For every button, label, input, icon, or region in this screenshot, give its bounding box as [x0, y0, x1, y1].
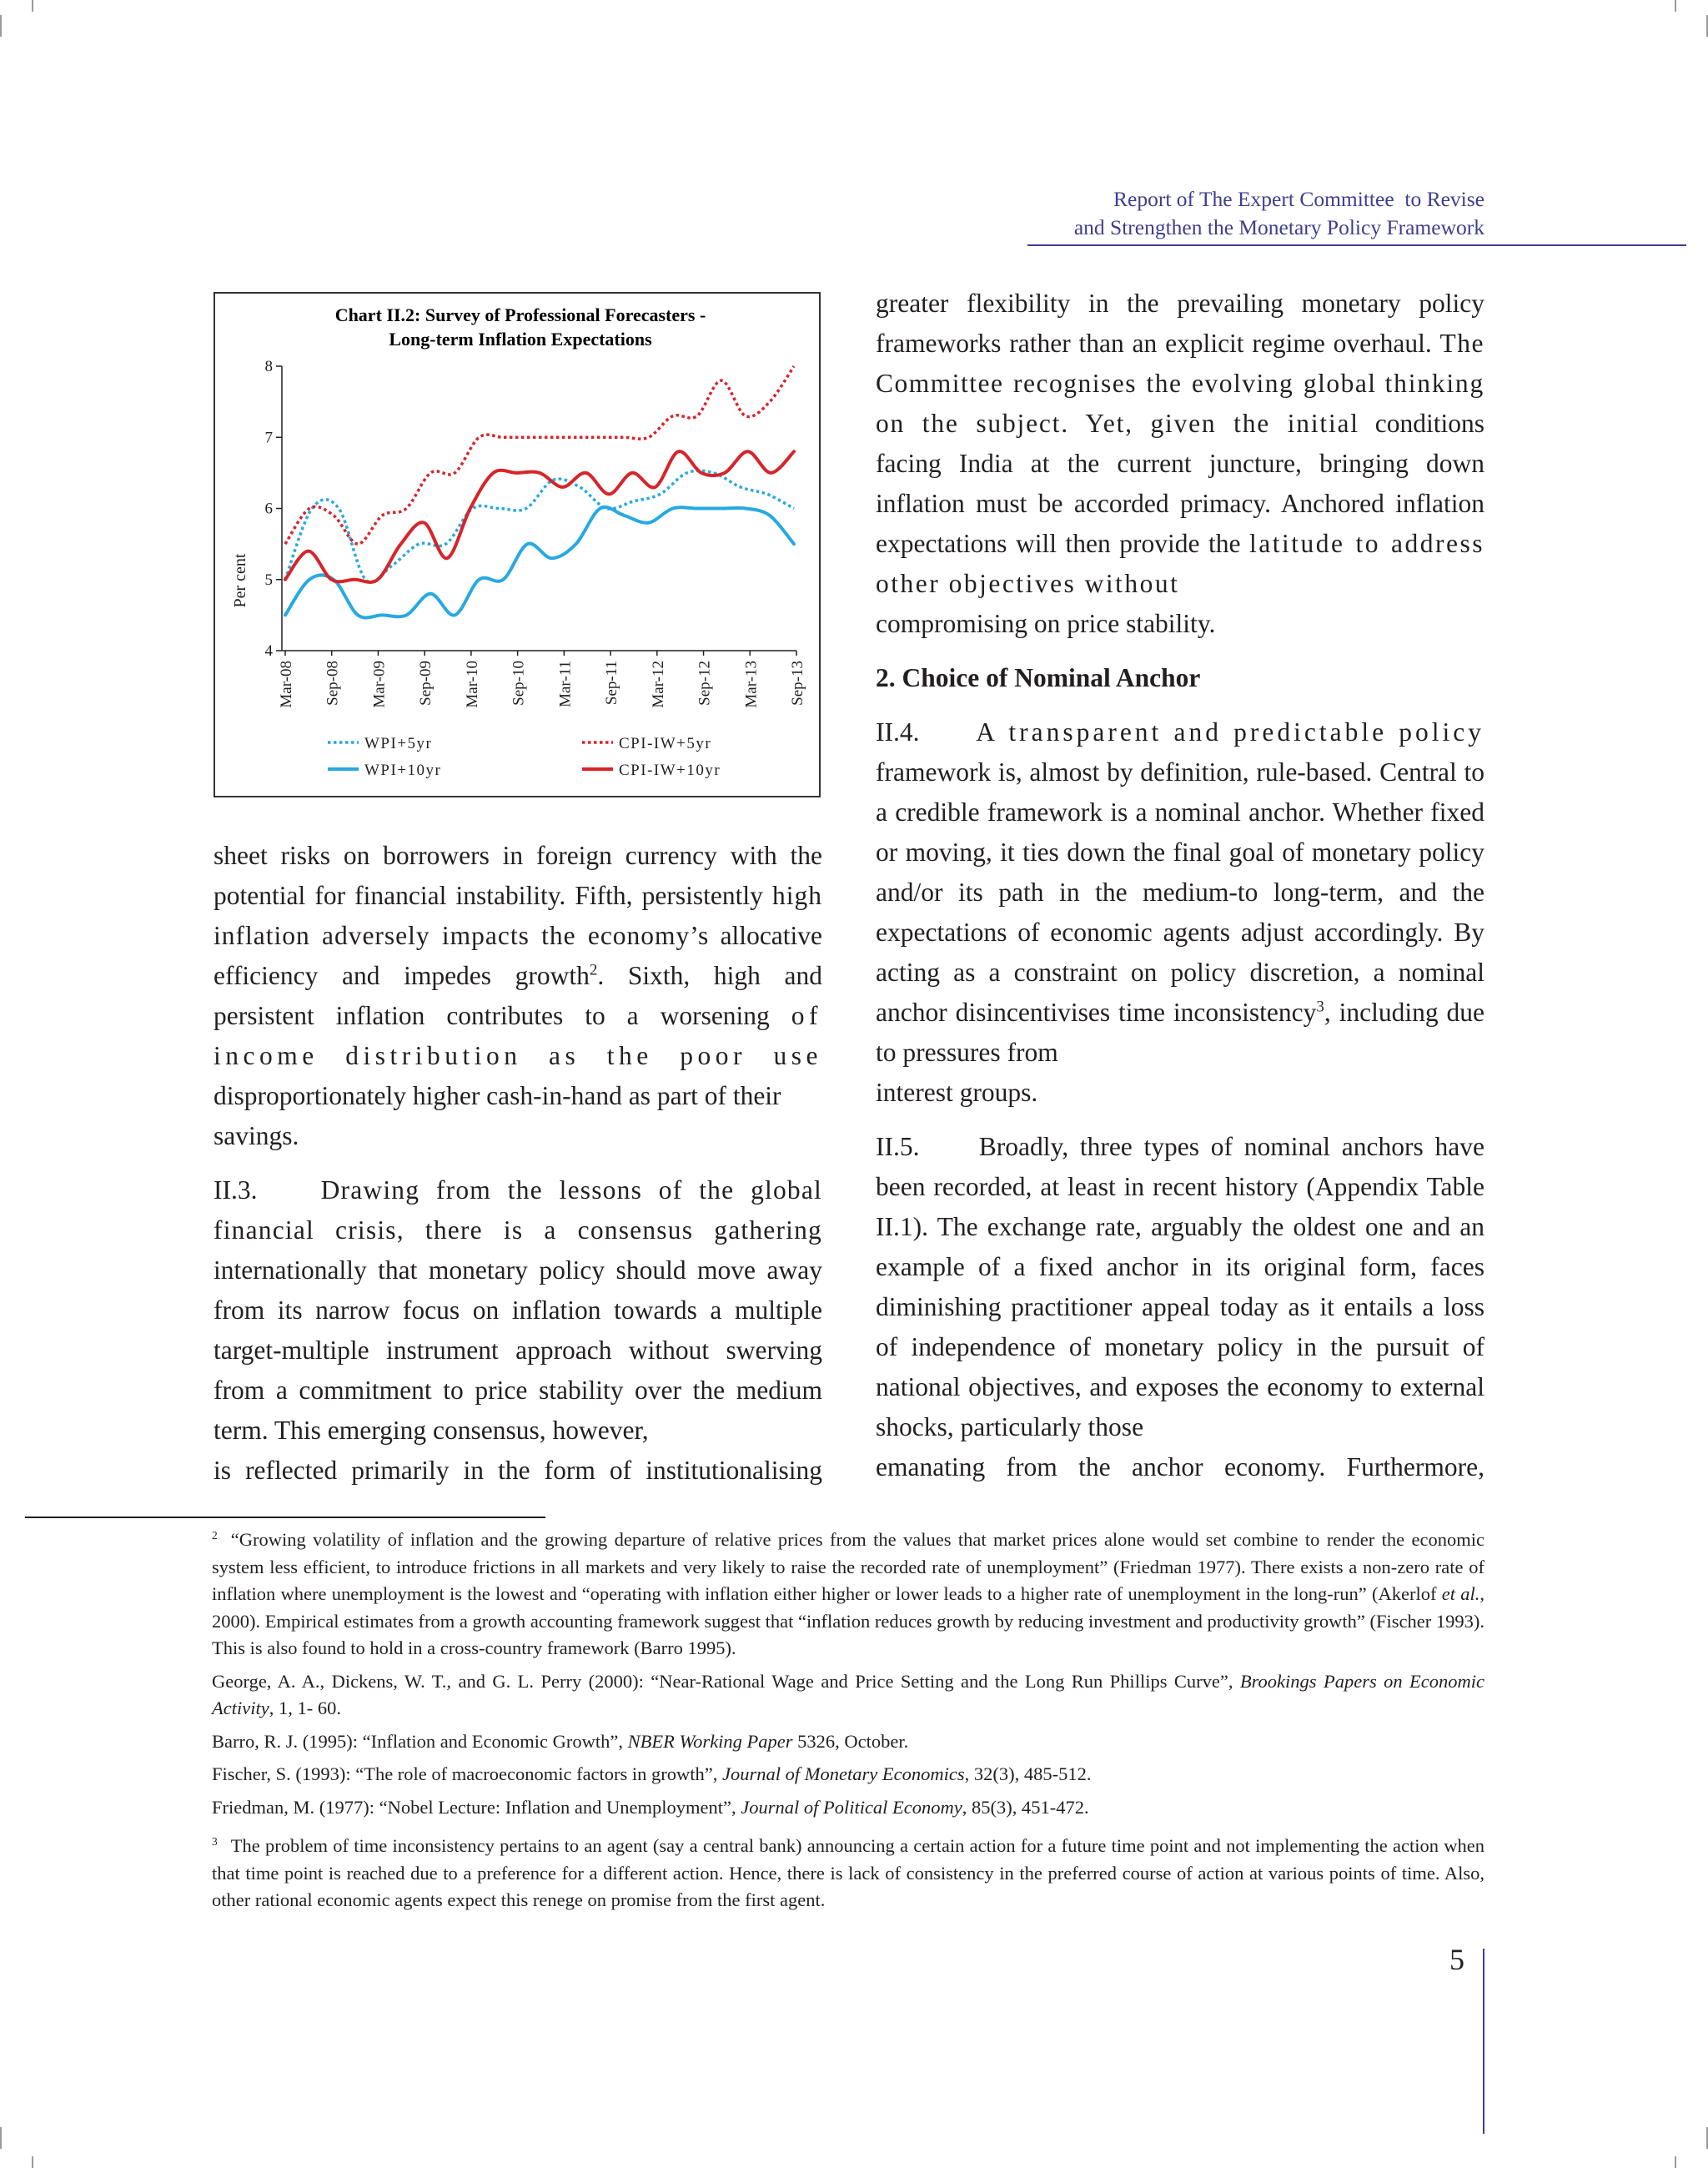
text-line: interest groups. [876, 1078, 1038, 1107]
series-line-wpi-5yr [285, 470, 794, 582]
y-tick-label: 4 [264, 642, 273, 660]
y-tick-label: 6 [264, 500, 273, 518]
paragraph-number: II.3. [214, 1175, 258, 1205]
series-line-cpi-iw-10yr [285, 451, 794, 582]
text-line: economy to external shocks, particularly those [876, 1372, 1485, 1441]
paragraph-ii-4 [876, 712, 1484, 1113]
text-line: away from its narrow focus on inflation towards a [214, 1255, 822, 1325]
text-line: framework is, almost by definition, rule-based. Central [876, 757, 1457, 787]
crop-mark [1675, 0, 1676, 12]
x-tick-label: Mar-08 [278, 661, 295, 708]
text-line: is reflected primarily in the form of institutionalising [214, 1456, 822, 1485]
footnote-3 [212, 1833, 1484, 1914]
text-line: sheet risks on borrowers in foreign currency with the [214, 841, 822, 870]
footnote-mark: 2 [212, 1528, 218, 1542]
chart-title-line-2: Long-term Inflation Expectations [389, 329, 652, 350]
legend-label: CPI-IW+10yr [619, 762, 721, 779]
text-line: compromising on price stability. [876, 609, 1216, 638]
text-line: disproportionately higher cash-in-hand as part of their [214, 1081, 781, 1110]
x-tick-label: Sep-10 [510, 661, 528, 706]
y-axis-label: Per cent [231, 553, 249, 608]
text-line: Broadly, three types of nominal anchors have [978, 1132, 1484, 1161]
text-line: Table II.1). The exchange rate, arguably the oldest one [876, 1172, 1484, 1241]
crop-mark [1675, 2156, 1676, 2168]
text-line: potential for financial instability. Fifth, persistently [214, 881, 763, 910]
text-line: bringing down inflation must be accorded primacy. [876, 449, 1485, 518]
text-line: The Committee recognises the evolving global [876, 329, 1484, 398]
text-line: greater flexibility in the prevailing monetary policy [876, 289, 1484, 318]
footnote-rule [25, 1517, 545, 1518]
footnote-text: “Growing volatility of inflation and the growing departure of relative prices from the values that market prices alone would set combine to render the economic system less efficient, to introduce frictions in all markets and very likely to raise the recorded rate of unemployment” (Friedman 1977). There exists a non-zero rate of inflation where unemployment is the lowest and “operating with inflation either higher or lower leads to a higher rate of unemployment in the long-run” (Akerlof [212, 1529, 1484, 1604]
chart-title-line-1: Chart II.2: Survey of Professional Forecasters - [334, 304, 706, 325]
text-line: allocative efficiency and impedes growth [214, 921, 823, 990]
text-line: policy and/or its path in the medium-to long-term, [876, 838, 1485, 907]
footnote-ref-2[interactable]: 2 [589, 961, 598, 979]
text-line: latitude to address other objectives without [876, 529, 1485, 598]
footnotes [212, 1527, 1484, 1914]
text-line: to a credible framework is a nominal anchor. Whether [876, 757, 1484, 827]
text-line: fixed or moving, it ties down the final goal of monetary [876, 797, 1484, 867]
text-line: conditions facing India at the current juncture, [876, 409, 1484, 478]
legend-label: WPI+10yr [364, 762, 442, 779]
footnote-italic: et al. [1441, 1583, 1480, 1604]
crop-mark [32, 0, 33, 12]
paragraph-number: II.5. [876, 1132, 920, 1161]
reference-text: George, A. A., Dickens, W. T., and G. L. Perry (2000): “Near-Rational Wage and Price Setting and the Long Run Phillips Curve”, [212, 1670, 1240, 1692]
text-line: savings. [214, 1121, 299, 1150]
reference-barro [212, 1728, 1484, 1756]
text-line: the medium term. This emerging consensus, however, [214, 1376, 822, 1445]
chart-container [214, 292, 821, 797]
text-line: Anchored inflation expectations will then provide the [876, 489, 1485, 558]
series-line-wpi-10yr [285, 507, 794, 618]
footnote-2 [212, 1527, 1484, 1662]
text-line: and an example of a fixed anchor in its original form, [876, 1212, 1485, 1281]
reference-george [212, 1668, 1484, 1723]
header-line-1: Report of The Expert Committee to Revise [1113, 187, 1484, 211]
footnote-mark: 3 [212, 1834, 218, 1848]
reference-text: , 85(3), 451-472. [962, 1796, 1089, 1818]
legend-label: WPI+5yr [364, 735, 433, 752]
text-line: and persistent inflation contributes to a worsening [214, 961, 822, 1030]
text-line: , including due to pressures from [876, 998, 1485, 1067]
paragraph-number: II.4. [876, 717, 920, 747]
page-number-rule [1483, 1949, 1484, 2134]
x-tick-label: Sep-11 [603, 661, 621, 706]
y-tick-label: 5 [264, 571, 273, 589]
x-tick-label: Sep-13 [789, 661, 806, 706]
text-line: accordingly. By acting as a constraint on policy [876, 918, 1484, 987]
reference-journal: Journal of Political Economy [741, 1796, 962, 1818]
reference-fischer [212, 1761, 1484, 1788]
crop-mark [0, 2127, 2, 2149]
x-tick-label: Mar-11 [556, 661, 575, 707]
reference-text: Friedman, M. (1977): “Nobel Lecture: Inflation and Unemployment”, [212, 1796, 741, 1818]
text-line: financial crisis, there is a consensus gathering [214, 1215, 822, 1245]
text-line: discretion, a nominal anchor disincentivises time [876, 958, 1485, 1027]
paragraph-ii-3 [214, 1170, 822, 1491]
footnote-ref-3[interactable]: 3 [1316, 998, 1324, 1016]
text-line: swerving from a commitment to price stability over [214, 1336, 822, 1405]
x-tick-label: Mar-13 [742, 661, 761, 708]
y-tick-label: 8 [264, 358, 273, 375]
reference-text: Fischer, S. (1993): “The role of macroeconomic factors in growth”, [212, 1763, 723, 1784]
footnote-text: The problem of time inconsistency pertains to an agent (say a central bank) announcing a certain action for a future time point and not implementing the action when that time point is reached due to a preference for a different action. Hence, there is lack of consistency in the preferred course of action at various points of time. Also, other rational economic agents expect this renege on promise from the first agent. [212, 1835, 1484, 1910]
text-line: frameworks rather than an explicit regime overhaul. [876, 329, 1432, 358]
x-tick-label: Sep-12 [696, 661, 714, 706]
text-line: of income distribution as the poor use [214, 1001, 822, 1070]
reference-text: , 1, 1- 60. [269, 1698, 341, 1718]
x-tick-label: Mar-10 [463, 661, 481, 708]
reference-text: , 32(3), 485-512. [964, 1763, 1092, 1784]
footnote-text: , 2000). Empirical estimates from a growth accounting framework suggest that “inflation reduces growth by reducing investment and productivity growth” (Fischer 1993). This is also found to hold in a cross-country framework (Barro 1995). [212, 1583, 1484, 1658]
inflation-expectations-chart [215, 294, 819, 796]
x-tick-label: Sep-09 [417, 661, 435, 706]
text-line: entails a loss of independence of monetary policy in [876, 1292, 1485, 1361]
text-line: . Sixth, high [597, 961, 761, 990]
x-tick-label: Mar-12 [649, 661, 667, 708]
text-line: Drawing from the lessons of the global [320, 1175, 823, 1205]
running-header [1074, 185, 1484, 242]
text-line: inconsistency [1173, 998, 1317, 1027]
text-line: emanating from the anchor economy. Furthermore, [876, 1452, 1484, 1481]
header-line-2: and Strengthen the Monetary Policy Framework [1073, 215, 1484, 239]
reference-text: Barro, R. J. (1995): “Inflation and Economic Growth”, [212, 1730, 628, 1752]
text-line: high inflation adversely impacts the economy’s [214, 881, 822, 950]
text-line: A transparent and predictable policy [976, 717, 1484, 747]
text-line: internationally that monetary policy should move [214, 1255, 756, 1285]
page-number: 5 [1449, 1943, 1464, 1976]
right-column [876, 284, 1484, 1487]
x-tick-label: Sep-08 [324, 661, 342, 706]
reference-text: 5326, October. [792, 1730, 909, 1752]
paragraph-ii-2-continued [214, 836, 822, 1156]
text-line: multiple target-multiple instrument approach without [214, 1295, 822, 1365]
crop-mark [32, 2156, 33, 2168]
text-line: the pursuit of national objectives, and exposes the [876, 1332, 1484, 1401]
reference-friedman [212, 1794, 1484, 1822]
series-line-cpi-iw-5yr [285, 366, 794, 544]
legend-label: CPI-IW+5yr [619, 735, 712, 752]
paragraph-continued [876, 284, 1484, 644]
y-tick-label: 7 [264, 429, 273, 447]
reference-journal: Brookings Papers on Economic Activity [212, 1670, 1485, 1718]
paragraph-ii-5 [876, 1127, 1484, 1487]
header-rule [1027, 244, 1686, 246]
text-line: and the expectations of economic agents adjust [876, 878, 1484, 947]
reference-journal: NBER Working Paper [627, 1730, 793, 1752]
text-line: been recorded, at least in recent history (Appendix [876, 1172, 1419, 1201]
crop-mark [0, 15, 2, 37]
section-heading: 2. Choice of Nominal Anchor [876, 663, 1201, 692]
x-tick-label: Mar-09 [370, 661, 389, 708]
text-line: faces diminishing practitioner appeal today as it [876, 1252, 1484, 1321]
left-column [214, 836, 822, 1491]
text-line: thinking on the subject. Yet, given the initial [876, 369, 1485, 438]
reference-journal: Journal of Monetary Economics [722, 1763, 965, 1784]
